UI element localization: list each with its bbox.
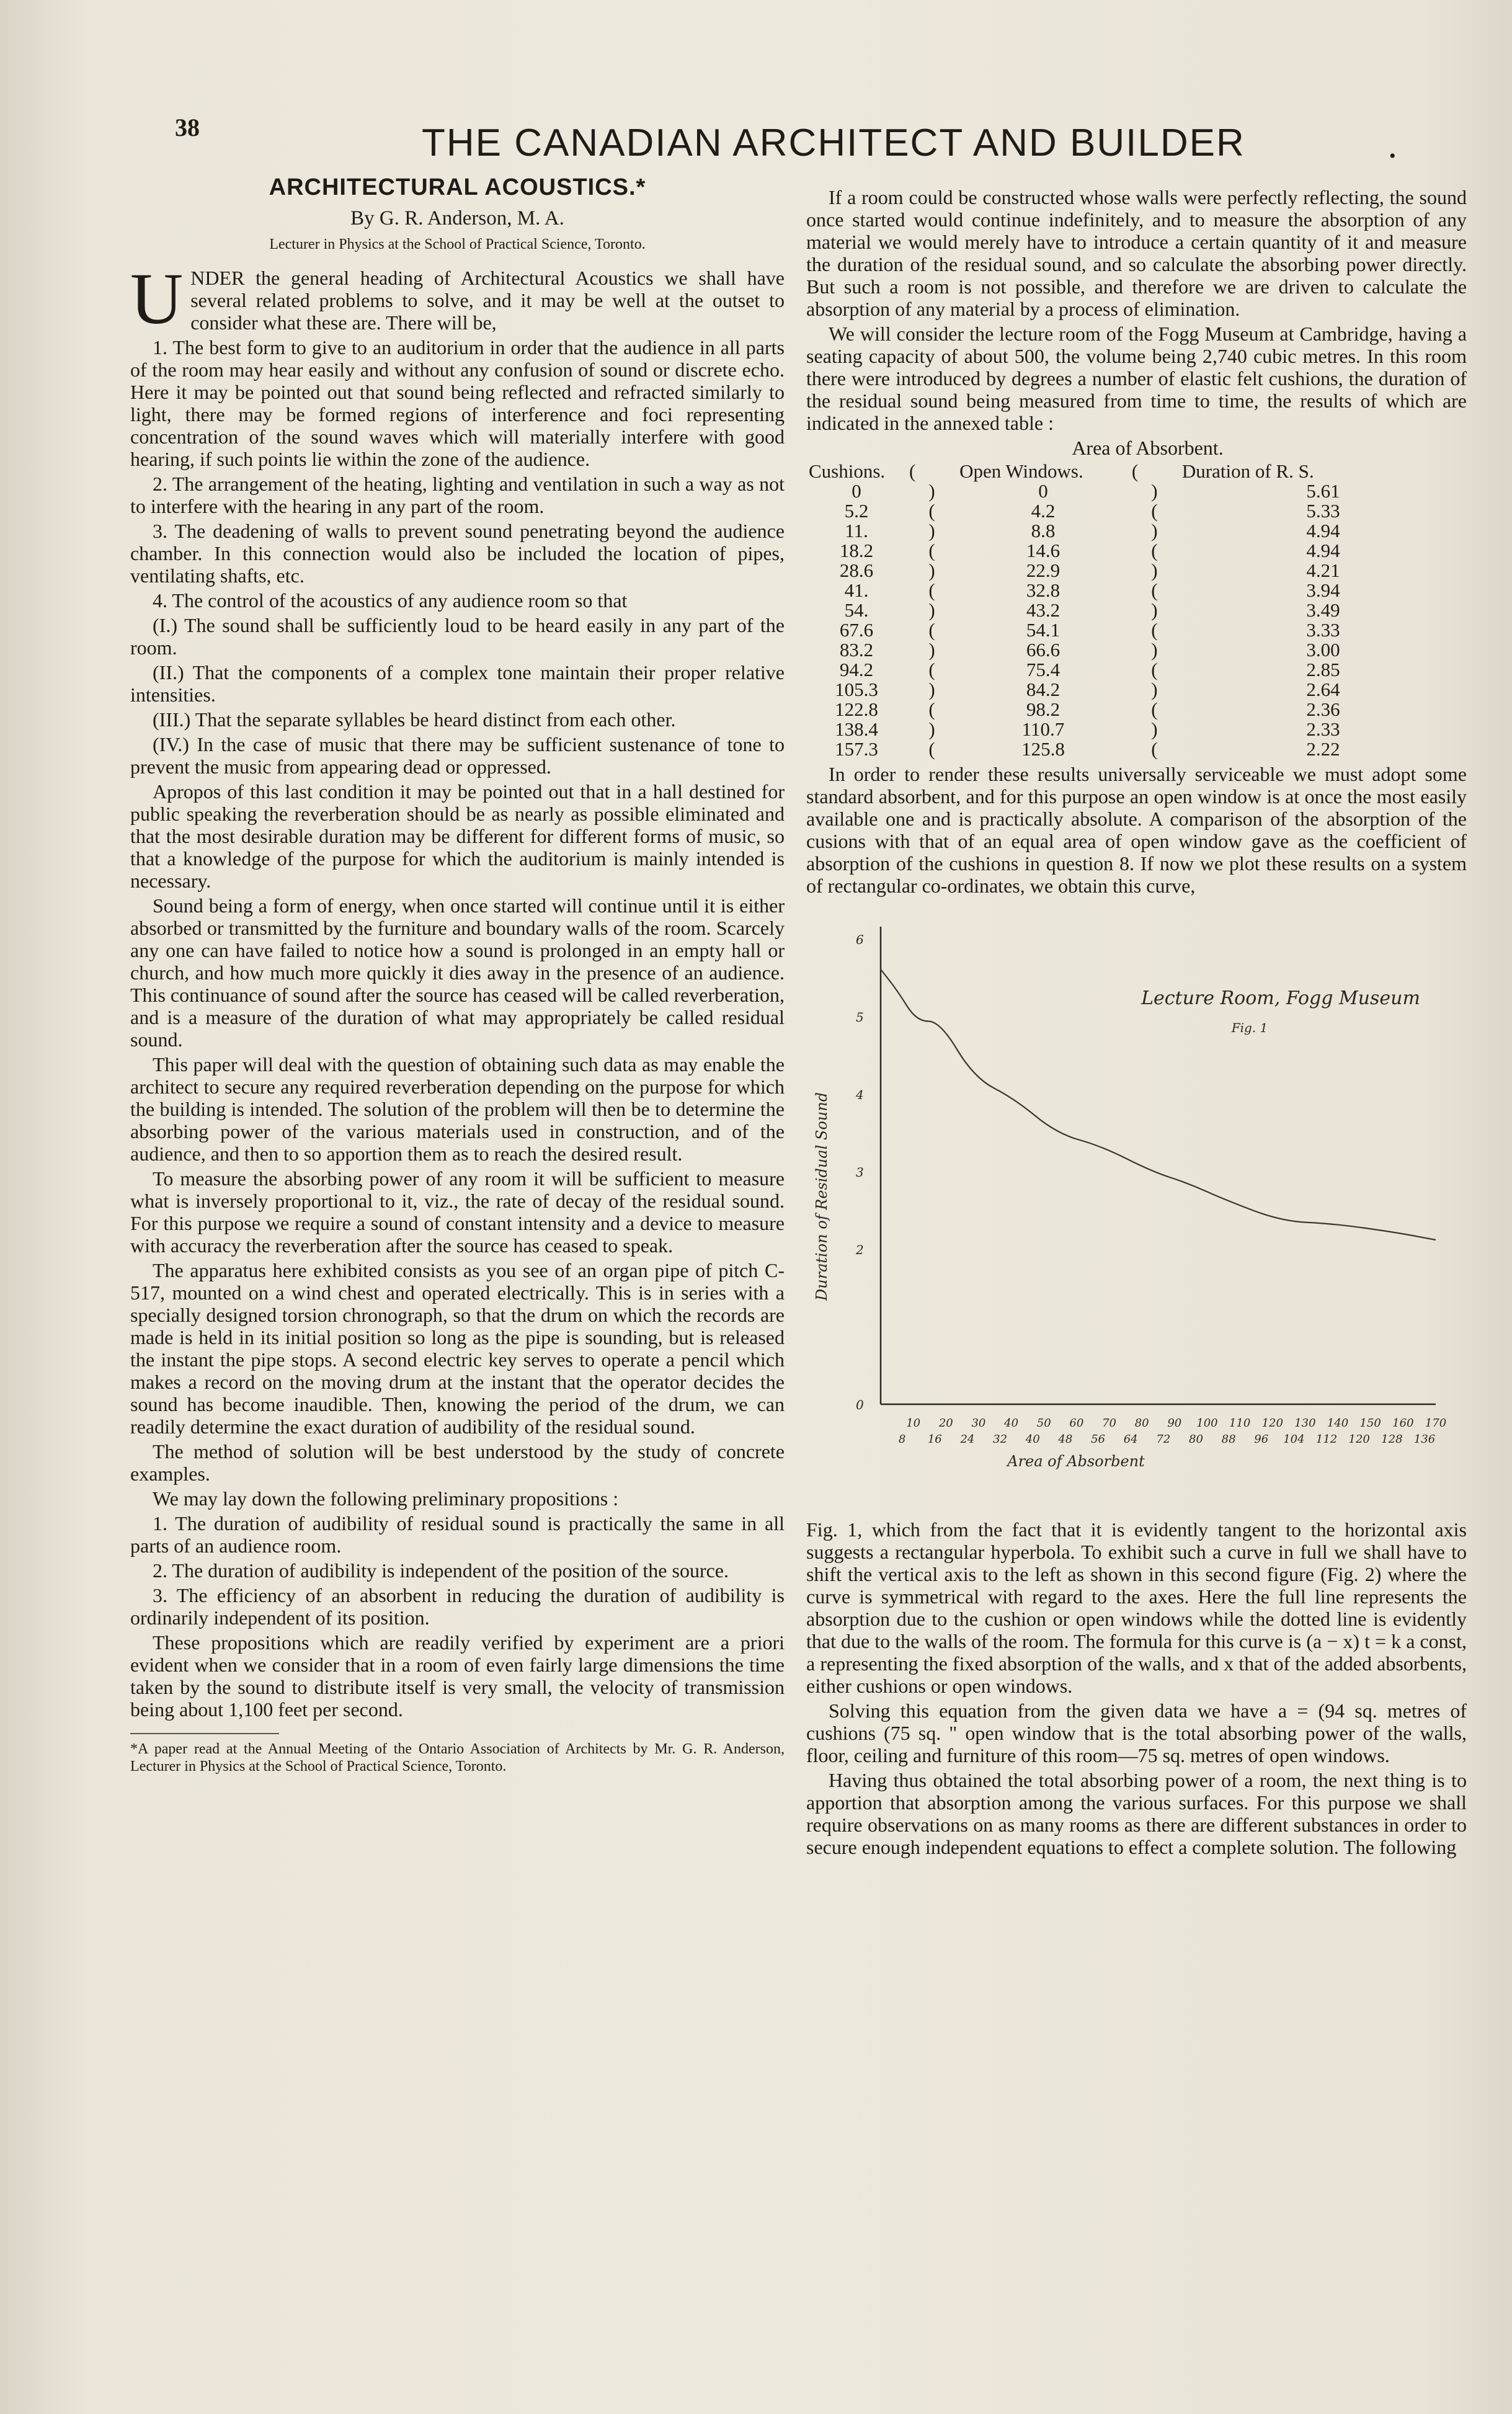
table-cell: 54.: [844, 599, 869, 621]
left-column: [130, 174, 785, 1778]
table-row: [806, 719, 1467, 739]
x-axis-label: Area of Absorbent: [1007, 1453, 1145, 1470]
x-tick-label-upper: 100: [1196, 1417, 1218, 1430]
x-tick-label-upper: 160: [1392, 1417, 1414, 1430]
fig1-chart: [791, 908, 1454, 1503]
table-row: [806, 640, 1467, 660]
x-tick-label-lower: 88: [1221, 1433, 1236, 1446]
table-cell: 32.8: [1026, 579, 1061, 601]
affiliation: Lecturer in Physics at the School of Practical Science, Toronto.: [269, 236, 646, 252]
paragraph: To measure the absorbing power of any room it will be sufficient to measure what is inversely proportional to it, viz., the rate of decay of the residual sound. For this purpose we require a sound of constant intensity and a device to measure with accuracy the reverberation after the source has ceased to speak.: [130, 1167, 785, 1257]
table-cell: 4.21: [1306, 559, 1340, 581]
table-cell: 41.: [844, 579, 869, 601]
table-cell: (: [928, 698, 935, 720]
x-tick-label-lower: 80: [1189, 1433, 1203, 1446]
table-cell: 4.94: [1306, 520, 1340, 541]
table-cell: 28.6: [839, 559, 874, 581]
paragraph: The method of solution will be best understood by the study of concrete examples.: [130, 1440, 785, 1485]
table-cell: ): [928, 520, 935, 541]
table-cell: 14.6: [1026, 540, 1061, 561]
table-header-cell: Duration of R. S.: [1181, 460, 1314, 482]
running-title: THE CANADIAN ARCHITECT AND BUILDER: [422, 122, 1245, 164]
footnote-rule: [130, 1733, 279, 1734]
paragraph: Solving this equation from the given data we have a = (94 sq. metres of cushions (75 sq. " open window that is the total absorbing power of the walls, floor, ceiling and furniture of this room—75 sq. metres of open windows.: [806, 1699, 1467, 1766]
x-tick-label-lower: 32: [993, 1433, 1008, 1446]
table-cell: ): [928, 679, 935, 700]
table-header-cell: Cushions.: [809, 460, 886, 482]
left-body: [130, 258, 785, 1721]
table-cell: 84.2: [1026, 679, 1061, 700]
x-tick-label-lower: 96: [1254, 1433, 1269, 1446]
right-column: [806, 186, 1467, 1861]
right-body-before-table: [806, 186, 1467, 434]
x-tick-label-lower: 16: [927, 1433, 942, 1446]
x-tick-label-upper: 80: [1134, 1417, 1149, 1430]
table-cell: 0: [1038, 480, 1048, 502]
table-cell: 5.2: [844, 500, 869, 522]
x-tick-label-lower: 24: [960, 1433, 975, 1446]
table-caption: Area of Absorbent.: [1072, 437, 1224, 459]
table-cell: (: [1151, 659, 1158, 680]
y-axis-label: Duration of Residual Sound: [813, 1092, 830, 1301]
byline: By G. R. Anderson, M. A.: [350, 207, 564, 229]
table-cell: ): [928, 599, 935, 621]
paragraph: 3. The deadening of walls to prevent sound penetrating beyond the audience chamber. In this connection would also be included the location of pipes, ventilating shafts, etc.: [130, 520, 785, 587]
table-cell: ): [1151, 480, 1158, 502]
table-cell: 125.8: [1021, 738, 1065, 760]
x-tick-label-upper: 10: [906, 1417, 921, 1430]
x-tick-label-lower: 64: [1123, 1433, 1138, 1446]
x-tick-label-lower: 128: [1381, 1433, 1403, 1446]
table-cell: 4.94: [1306, 540, 1340, 561]
table-cell: 75.4: [1026, 659, 1061, 680]
x-tick-label-lower: 120: [1348, 1433, 1370, 1446]
table-cell: (: [928, 738, 935, 760]
x-tick-label-lower: 48: [1058, 1433, 1073, 1446]
table-cell: 2.36: [1306, 698, 1340, 720]
table-cell: ): [1151, 679, 1158, 700]
table-row: [806, 600, 1467, 620]
x-tick-label-lower: 136: [1413, 1433, 1436, 1446]
y-tick-label: 3: [856, 1165, 864, 1180]
paragraph: In order to render these results universally serviceable we must adopt some standard absorbent, and for this purpose an open window is at once the most easily available one and is practically absolute. A comparison of the absorption of the cusions with that of an equal area of open window gave as the coefficient of absorption of the cushions in question 8. If now we plot these results on a system of rectangular co-ordinates, we obtain this curve,: [806, 763, 1467, 897]
x-tick-label-lower: 56: [1091, 1433, 1105, 1446]
table-row: [806, 581, 1467, 600]
x-tick-label-upper: 40: [1004, 1417, 1019, 1430]
x-tick-label-lower: 8: [898, 1433, 906, 1446]
paragraph: 2. The duration of audibility is independent of the position of the source.: [153, 1559, 729, 1582]
table-cell: 2.85: [1306, 659, 1340, 680]
x-tick-label-upper: 170: [1425, 1417, 1447, 1430]
y-tick-label: 2: [856, 1242, 864, 1257]
paragraph: 2. The arrangement of the heating, lighting and ventilation in such a way as not to interfere with the hearing in any part of the room.: [130, 473, 785, 517]
series-line: [881, 969, 1436, 1240]
chart-subtitle: Fig. 1: [1231, 1020, 1268, 1035]
paragraph: The apparatus here exhibited consists as you see of an organ pipe of pitch C-517, mounted on a wind chest and operated electrically. This is in series with a specially designed torsion chronograph, so that the drum on which the records are made is held in its initial position so long as the pipe is sounding, but is released the instant the pipe stops. A second electric key serves to operate a pencil which makes a record on the moving drum at the instant that the operator decides the sound has become inaudible. Then, knowing the period of the drum, we can readily determine the exact duration of audibility of the residual sound.: [130, 1259, 785, 1438]
table-cell: 5.33: [1306, 500, 1340, 522]
table-cell: 94.2: [839, 659, 874, 680]
x-tick-label-upper: 60: [1069, 1417, 1084, 1430]
table-header-row: [806, 461, 1467, 481]
paragraph: If a room could be constructed whose walls were perfectly reflecting, the sound once started would continue indefinitely, and to measure the absorption of any material we would merely have to introduce a certain quantity of it and measure the duration of the residual sound, and so calculate the absorbing power directly. But such a room is not possible, and therefore we are driven to calculate the absorption of any material by a process of elimination.: [806, 186, 1467, 320]
paragraph: 3. The efficiency of an absorbent in reducing the duration of audibility is ordinarily independent of its position.: [130, 1584, 785, 1629]
x-tick-label-lower: 72: [1156, 1433, 1171, 1446]
x-tick-label-upper: 130: [1294, 1417, 1316, 1430]
table-cell: ): [928, 639, 935, 661]
chart-title: Lecture Room, Fogg Museum: [1141, 987, 1420, 1009]
newspaper-page: 38 THE CANADIAN ARCHITECT AND BUILDER • ARCHITECTURAL ACOUSTICS.* By G. R. Anderson, M. A. Lecturer in Physics at the School of Practical Science, Toronto. UNDER the general heading of Architectural Acoustics we shall have several related problems to solve, and it may be well at the outset to consider what these are. There will be, 1. The best form to give to an auditorium in order that the audience in all parts of the room may hear easily and without any confusion of sound or discrete echo. Here it may be pointed out that sound being reflected and refracted similarly to light, there may be formed regions of interference and foci representing concentration of the sound waves which will materially interfere with good hearing, if such points lie within the zone of the audience. 2. The arrangement of the heating, lighting and ventilation in such a way as not to interfere with the hearing in any part of the room. 3. The deadening of walls to prevent sound penetrating beyond the audience chamber. In this connection would also be included the location of pipes, ventilating shafts, etc. 4. The control of the acoustics of any audience room so that (I.) The sound shall be sufficiently loud to be heard easily in any part of the room. (II.) That the components of a complex tone maintain their proper relative intensities. (III.) That the separate syllables be heard distinct from each other. (IV.) In the case of music that there may be sufficient sustenance of tone to prevent the music from appearing dead or oppressed. Apropos of this last condition it may be pointed out that in a hall destined for public speaking the reverberation should be as nearly as possible eliminated and that the most desirable duration may be different for different forms of music, so that a knowledge of the purpose for which the auditorium is mainly intended is necessary. Sound being a form of energy, when once started will continue until it is either absorbed or transmitted by the furniture and boundary walls of the room. Scarcely any one can have failed to notice how a sound is prolonged in an empty hall or church, and how much more quickly it dies away in the presence of an audience. This continuance of sound after the source has ceased will be called reverberation, and is a measure of the duration of what may appropriately be called residual sound. This paper will deal with the question of obtaining such data as may enable the architect to secure any required reverberation depending on the purpose for which the building is intended. The solution of the problem will then be to determine the absorbing power of the various materials used in construction, and of the audience, and then to so apportion them as to reach the desired result. To measure the absorbing power of any room it will be sufficient to measure what is inversely proportional to it, viz., the rate of decay of the residual sound. For this purpose we require a sound of constant intensity and a device to measure with accuracy the reverberation after the source has ceased to speak. The apparatus here exhibited consists as you see of an organ pipe of pitch C-517, mounted on a wind chest and operated electrically. This is in series with a specially designed torsion chronograph, so that the drum on which the records are made is held in its initial position so long as the pipe is sounding, but is released the instant the pipe stops. A second electric key serves to operate a pencil which makes a record on the moving drum at the instant that the operator decides the sound has become inaudible. Then, knowing the period of the drum, we can readily determine the exact duration of audibility of the residual sound. The method of solution will be best understood by the study of concrete examples. We may lay down the following preliminary propositions : 1. The duration of audibility of residual sound is practically the same in all parts of an audience room. 2. The duration of audibility is independent of the position of the source. 3. The efficiency of an absorbent in reducing the duration of audibility is ordinarily independent of its position. These propositions which are readily verified by experiment are a priori evident when we consider that in a room of even fairly large dimensions the time taken by the sound to distribute itself is very small, the velocity of transmission being about 1,100 feet per second. *A paper read at the Annual Meeting of the Ontario Association of Architects by Mr. G. R. Anderson, Lecturer in Physics at the School of Practical Science, Toronto. If a room could be constructed whose walls were perfectly reflecting, the sound once started would continue indefinitely, and to measure the absorption of any material we would merely have to introduce a certain quantity of it and measure the duration of the residual sound, and so calculate the absorbing power directly. But such a room is not possible, and therefore we are driven to calculate the absorption of any material by a process of elimination. We will consider the lecture room of the Fogg Museum at Cambridge, having a seating capacity of about 500, the volume being 2,740 cubic metres. In this room there were introduced by degrees a number of elastic felt cushions, the duration of the residual sound being measured from time to time, the results of which are indicated in the annexed table : Area of Absorbent. Cushions. ( Open Windows. ( Duration of R. S. 0 ) 0 ) 5.61 5.2 ( 4.2 ( 5.33 11. ) 8.8 ) 4.94 18.2 ( 14.6 ( 4.94 28.6 ) 22.9 ) 4.21 41. ( 32.8 ( 3.94 54. ) 43.2 ) 3.49 67.6 ( 54.1 ( 3.33 83.2 ) 66.6 ) 3.00 94.2 ( 75.4 ( 2.85 105.3 ) 84.2 ) 2.64 122.8 ( 98.2 ( 2.36 138.4 ) 110.7 ) 2.33 157.3 ( 125.8 ( 2.22 In order to render these results universally serviceable we must adopt some standard absorbent, and for this purpose an open window is at once the most easily available one and is practically absolute. A comparison of the absorption of the cusions with that of an equal area of open window gave as the coefficient of absorption of the cushions in question 8. If now we plot these results on a system of rectangular co-ordinates, we obtain this curve, 0 2 3 4 5 6 10 20 30 40 50 60 70 80 90 100 110 120 130 140 150 160 170 8 16 24 32 40 48 56 64 72 80 88 96 104 112 120 128 136 Lecture Room, Fogg Museum Fig. 1 Area of Absorbent Duration of Residual Sound Fig. 1, which from the fact that it is evidently tangent to the horizontal axis suggests a rectangular hyperbola. To exhibit such a curve in full we shall have to shift the vertical axis to the left as shown in this second figure (Fig. 2) where the curve is symmetrical with regard to the axes. Here the full line represents the absorption due to the cushion or open windows while the dotted line is evidently that due to the walls of the room. The formula for this curve is (a − x) t = k a const, a representing the fixed absorption of the walls, and x that of the added absorbents, either cushions or open windows. Solving this equation from the given data we have a = (94 sq. metres of cushions (75 sq. " open window that is the total absorbing power of the walls, floor, ceiling and furniture of this room—75 sq. metres of open windows. Having thus obtained the total absorbing power of a room, the next thing is to apportion that absorption among the various surfaces. For this purpose we shall require observations on as many rooms as there are different substances in order to secure enough independent equations to effect a complete solution. The following: [0, 0, 1512, 2414]
table-row: [806, 541, 1467, 561]
table-cell: (: [1151, 540, 1158, 561]
table-cell: 22.9: [1026, 559, 1061, 581]
y-tick-label: 5: [856, 1010, 864, 1025]
table-row: [806, 481, 1467, 501]
y-tick-label: 4: [856, 1087, 864, 1102]
table-cell: 3.94: [1306, 579, 1340, 601]
table-cell: 157.3: [835, 738, 878, 760]
table-cell: (: [928, 540, 935, 561]
table-header-cell: (: [909, 460, 916, 482]
x-tick-label-upper: 140: [1327, 1417, 1349, 1430]
paragraph: 1. The best form to give to an auditorium in order that the audience in all parts of the room may hear easily and without any confusion of sound or discrete echo. Here it may be pointed out that sound being reflected and refracted similarly to light, there may be formed regions of interference and foci representing concentration of the sound waves which will materially interfere with good hearing, if such points lie within the zone of the audience.: [130, 336, 785, 470]
paragraph: (II.) That the components of a complex tone maintain their proper relative intensities.: [130, 661, 785, 706]
paragraph: Fig. 1, which from the fact that it is evidently tangent to the horizontal axis suggests a rectangular hyperbola. To exhibit such a curve in full we shall have to shift the vertical axis to the left as shown in this second figure (Fig. 2) where the curve is symmetrical with regard to the axes. Here the full line represents the absorption due to the cushion or open windows while the dotted line is evidently that due to the walls of the room. The formula for this curve is (a − x) t = k a const, a representing the fixed absorption of the walls, and x that of the added absorbents, either cushions or open windows.: [806, 1518, 1467, 1697]
table-row: [806, 620, 1467, 640]
table-row: [806, 700, 1467, 719]
table-cell: 11.: [845, 520, 868, 541]
paragraph: (IV.) In the case of music that there may be sufficient sustenance of tone to prevent the music from appearing dead or oppressed.: [130, 733, 785, 778]
paragraph: These propositions which are readily verified by experiment are a priori evident when we consider that in a room of even fairly large dimensions the time taken by the sound to distribute itself is very small, the velocity of transmission being about 1,100 feet per second.: [130, 1631, 785, 1721]
paragraph: 1. The duration of audibility of residual sound is practically the same in all parts of an audience room.: [130, 1512, 785, 1557]
table-cell: ): [1151, 520, 1158, 541]
x-tick-label-upper: 70: [1102, 1417, 1116, 1430]
table-cell: 2.33: [1306, 718, 1340, 740]
table-cell: 138.4: [835, 718, 878, 740]
article-title: ARCHITECTURAL ACOUSTICS.*: [269, 174, 646, 200]
x-tick-label-upper: 90: [1167, 1417, 1182, 1430]
table-cell: 3.49: [1306, 599, 1340, 621]
table-cell: ): [928, 718, 935, 740]
table-cell: (: [1151, 619, 1158, 641]
paragraph: Apropos of this last condition it may be pointed out that in a hall destined for public speaking the reverberation should be as nearly as possible eliminated and that the most desirable duration may be different for different forms of music, so that a knowledge of the purpose for which the auditorium is mainly intended is necessary.: [130, 780, 785, 892]
table-cell: (: [1151, 698, 1158, 720]
table-cell: 2.22: [1306, 738, 1340, 760]
table-row: [806, 501, 1467, 521]
table-cell: 83.2: [839, 639, 874, 661]
table-cell: (: [1151, 500, 1158, 522]
y-tick-label: 0: [856, 1397, 864, 1412]
table-cell: (: [928, 659, 935, 680]
table-cell: 105.3: [835, 679, 878, 700]
table-body: [806, 481, 1467, 759]
table-row: [806, 561, 1467, 581]
x-tick-label-upper: 150: [1359, 1417, 1381, 1430]
page-number: 38: [175, 114, 200, 141]
table-row: [806, 680, 1467, 700]
table-cell: (: [1151, 579, 1158, 601]
table-cell: ): [928, 480, 935, 502]
paragraph: (III.) That the separate syllables be heard distinct from each other.: [153, 708, 676, 731]
table-cell: ): [1151, 639, 1158, 661]
table-cell: 8.8: [1031, 520, 1056, 541]
drop-cap: U: [130, 258, 184, 339]
table-cell: 67.6: [839, 619, 874, 641]
table-header-cell: (: [1131, 460, 1139, 482]
table-cell: 18.2: [839, 540, 874, 561]
x-tick-label-lower: 112: [1315, 1433, 1338, 1446]
footnote: *A paper read at the Annual Meeting of the Ontario Association of Architects by Mr. G. R. Anderson, Lecturer in Physics at the School of Practical Science, Toronto.: [130, 1741, 785, 1775]
table-cell: ): [1151, 599, 1158, 621]
x-tick-label-upper: 50: [1036, 1417, 1051, 1430]
x-tick-label-upper: 30: [971, 1417, 986, 1430]
table-header-cell: Open Windows.: [959, 460, 1083, 482]
table-cell: 3.00: [1306, 639, 1340, 661]
table-row: [806, 521, 1467, 541]
table-cell: 4.2: [1031, 500, 1056, 522]
right-body-after-chart: [806, 1518, 1467, 1858]
x-tick-label-upper: 110: [1229, 1417, 1251, 1430]
x-tick-label-upper: 120: [1261, 1417, 1283, 1430]
paragraph: We will consider the lecture room of the Fogg Museum at Cambridge, having a seating capacity of about 500, the volume being 2,740 cubic metres. In this room there were introduced by degrees a number of elastic felt cushions, the duration of the residual sound being measured from time to time, the results of which are indicated in the annexed table :: [806, 323, 1467, 434]
x-tick-label-lower: 40: [1025, 1433, 1040, 1446]
paragraph: 4. The control of the acoustics of any audience room so that: [153, 589, 628, 612]
paragraph: Having thus obtained the total absorbing power of a room, the next thing is to apportion that absorption among the various surfaces. For this purpose we shall require observations on as many rooms as there are different substances in order to secure enough independent equations to effect a complete solution. The following: [806, 1769, 1467, 1858]
data-table: [806, 461, 1467, 759]
table-cell: ): [928, 559, 935, 581]
paragraph: UNDER the general heading of Architectural Acoustics we shall have several related problems to solve, and it may be well at the outset to consider what these are. There will be,: [130, 258, 785, 339]
right-body-after-table: [806, 763, 1467, 897]
y-tick-label: 6: [856, 932, 864, 947]
table-cell: 54.1: [1026, 619, 1061, 641]
table-cell: (: [928, 579, 935, 601]
table-cell: 3.33: [1306, 619, 1340, 641]
paragraph: Sound being a form of energy, when once started will continue until it is either absorbed or transmitted by the furniture and boundary walls of the room. Scarcely any one can have failed to notice how a sound is prolonged in an empty hall or church, and how much more quickly it dies away in the presence of an audience. This continuance of sound after the source has ceased will be called reverberation, and is a measure of the duration of what may appropriately be called residual sound.: [130, 894, 785, 1051]
table-cell: ): [1151, 559, 1158, 581]
paragraph: We may lay down the following preliminary propositions :: [153, 1487, 619, 1510]
table-row: [806, 660, 1467, 680]
table-cell: (: [928, 500, 935, 522]
table-cell: 110.7: [1021, 718, 1065, 740]
table-cell: 2.64: [1306, 679, 1340, 700]
table-cell: 43.2: [1026, 599, 1061, 621]
x-tick-label-lower: 104: [1283, 1433, 1305, 1446]
table-cell: ): [1151, 718, 1158, 740]
paragraph: (I.) The sound shall be sufficiently loud to be heard easily in any part of the room.: [130, 614, 785, 659]
table-cell: 5.61: [1306, 480, 1340, 502]
table-cell: 98.2: [1026, 698, 1061, 720]
table-cell: (: [928, 619, 935, 641]
paragraph: This paper will deal with the question of obtaining such data as may enable the architect to secure any required reverberation depending on the purpose for which the building is intended. The solution of the problem will then be to determine the absorbing power of the various materials used in construction, and of the audience, and then to so apportion them as to reach the desired result.: [130, 1053, 785, 1165]
table-row: [806, 739, 1467, 759]
x-tick-label-upper: 20: [938, 1417, 953, 1430]
table-cell: 0: [852, 480, 861, 502]
table-cell: 66.6: [1026, 639, 1061, 661]
table-cell: 122.8: [835, 698, 878, 720]
table-cell: (: [1151, 738, 1158, 760]
